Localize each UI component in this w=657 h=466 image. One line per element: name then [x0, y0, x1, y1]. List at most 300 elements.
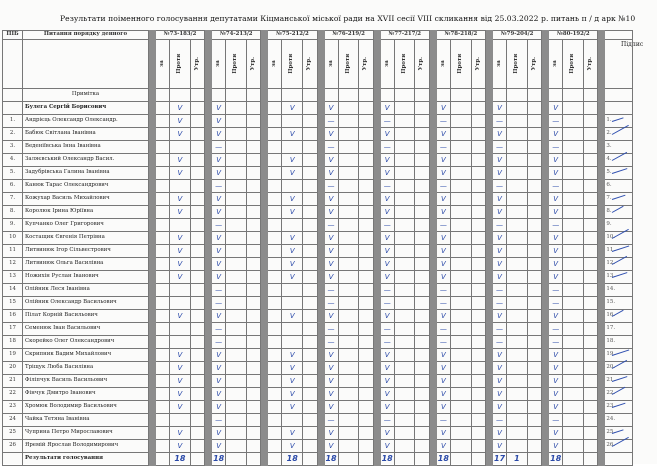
vote-mark — [415, 375, 429, 388]
separator — [598, 427, 605, 440]
separator — [373, 440, 380, 453]
vote-mark: V — [212, 440, 226, 453]
vote-mark — [471, 245, 485, 258]
vote-mark — [394, 349, 415, 362]
vote-mark — [563, 297, 584, 310]
header-blank — [23, 40, 149, 89]
vote-abstain-label — [246, 40, 260, 89]
vote-mark — [507, 375, 528, 388]
signature-cell: 2. — [605, 128, 633, 141]
vote-mark — [584, 284, 598, 297]
separator — [317, 128, 324, 141]
separator — [429, 128, 436, 141]
total-value: 18 — [212, 453, 226, 466]
vote-mark: V — [436, 128, 450, 141]
row-number: 11 — [3, 245, 23, 258]
vote-mark: — — [380, 115, 394, 128]
table-row — [3, 388, 633, 401]
vote-mark — [450, 232, 471, 245]
separator — [261, 310, 268, 323]
vote-mark — [450, 388, 471, 401]
row-number: 17 — [3, 323, 23, 336]
vote-mark — [268, 167, 282, 180]
vote-mark — [359, 258, 373, 271]
separator — [317, 388, 324, 401]
separator — [205, 232, 212, 245]
separator — [429, 349, 436, 362]
separator — [373, 284, 380, 297]
vote-mark: V — [212, 102, 226, 115]
vote-mark — [359, 388, 373, 401]
separator — [429, 297, 436, 310]
vote-mark — [394, 271, 415, 284]
separator — [149, 167, 156, 180]
vote-mark: V — [380, 128, 394, 141]
vote-mark — [268, 102, 282, 115]
vote-mark — [563, 388, 584, 401]
vote-mark — [507, 388, 528, 401]
vote-mark — [584, 440, 598, 453]
separator — [317, 193, 324, 206]
vote-mark — [303, 401, 317, 414]
deputy-name: Задубрівська Галина Іванівна — [23, 167, 149, 180]
vote-mark — [394, 427, 415, 440]
vote-mark — [338, 310, 359, 323]
vote-mark — [170, 180, 191, 193]
vote-mark — [338, 115, 359, 128]
row-number: 23 — [3, 401, 23, 414]
separator — [598, 271, 605, 284]
vote-mark: — — [324, 219, 338, 232]
vote-mark: V — [324, 427, 338, 440]
table-row — [3, 375, 633, 388]
vote-mark — [450, 349, 471, 362]
vote-mark: V — [170, 154, 191, 167]
separator — [373, 167, 380, 180]
separator — [598, 414, 605, 427]
vote-mark — [338, 349, 359, 362]
vote-mark — [359, 115, 373, 128]
vote-mark — [359, 427, 373, 440]
vote-mark: V — [380, 310, 394, 323]
vote-mark — [156, 271, 170, 284]
separator — [542, 362, 549, 375]
vote-mark — [507, 180, 528, 193]
vote-mark: V — [170, 427, 191, 440]
separator — [598, 40, 605, 89]
separator — [486, 219, 493, 232]
vote-mark — [303, 284, 317, 297]
separator — [317, 440, 324, 453]
vote-mark: V — [549, 310, 563, 323]
vote-mark — [507, 115, 528, 128]
vote-mark: — — [212, 414, 226, 427]
vote-mark: — — [493, 284, 507, 297]
vote-mark — [584, 297, 598, 310]
vote-mark — [359, 271, 373, 284]
vote-mark — [359, 232, 373, 245]
vote-abstain-label — [527, 40, 541, 89]
vote-mark — [415, 297, 429, 310]
vote-mark: V — [212, 375, 226, 388]
vote-mark: — — [549, 414, 563, 427]
vote-mark — [156, 362, 170, 375]
vote-mark — [338, 154, 359, 167]
vote-for-label-text: за — [158, 60, 165, 68]
table-row — [3, 167, 633, 180]
vote-mark: — — [212, 284, 226, 297]
vote-mark — [156, 336, 170, 349]
vote-mark: V — [170, 193, 191, 206]
vote-mark: V — [436, 440, 450, 453]
separator — [598, 167, 605, 180]
separator — [542, 167, 549, 180]
signature-cell: 14. — [605, 284, 633, 297]
vote-mark — [190, 401, 204, 414]
vote-mark: V — [212, 310, 226, 323]
separator — [261, 336, 268, 349]
row-number: 21 — [3, 375, 23, 388]
vote-mark — [450, 245, 471, 258]
vote-mark — [190, 349, 204, 362]
vote-mark — [584, 245, 598, 258]
vote-mark — [359, 284, 373, 297]
vote-mark — [246, 193, 260, 206]
vote-mark — [190, 141, 204, 154]
deputy-name: Веденіївська Інна Іванівна — [23, 141, 149, 154]
vote-mark — [156, 141, 170, 154]
separator — [149, 40, 156, 89]
vote-mark: V — [380, 349, 394, 362]
separator — [486, 40, 493, 89]
totals-label: Результати голосування — [23, 453, 149, 466]
vote-mark — [450, 180, 471, 193]
vote-mark — [190, 297, 204, 310]
vote-mark: V — [282, 245, 303, 258]
separator — [149, 310, 156, 323]
separator — [261, 40, 268, 89]
vote-mark — [415, 388, 429, 401]
separator — [429, 375, 436, 388]
separator — [373, 401, 380, 414]
separator — [373, 102, 380, 115]
separator — [542, 336, 549, 349]
vote-mark: V — [170, 258, 191, 271]
vote-mark — [226, 401, 247, 414]
separator — [542, 323, 549, 336]
vote-mark — [156, 349, 170, 362]
vote-mark — [190, 271, 204, 284]
separator — [598, 180, 605, 193]
vote-mark — [563, 167, 584, 180]
separator — [429, 258, 436, 271]
vote-abstain-label-text: Утр. — [249, 57, 256, 71]
vote-mark — [471, 128, 485, 141]
table-row — [3, 323, 633, 336]
table-row — [3, 206, 633, 219]
vote-mark — [471, 154, 485, 167]
vote-mark — [338, 206, 359, 219]
row-number: 8. — [3, 206, 23, 219]
vote-mark: V — [212, 115, 226, 128]
vote-mark: V — [170, 232, 191, 245]
separator — [542, 102, 549, 115]
separator — [261, 193, 268, 206]
table-row — [3, 180, 633, 193]
vote-mark — [584, 414, 598, 427]
vote-mark — [282, 141, 303, 154]
vote-mark — [246, 141, 260, 154]
separator — [373, 245, 380, 258]
vote-mark: V — [282, 388, 303, 401]
vote-for-label-text: за — [495, 60, 502, 68]
vote-mark — [507, 440, 528, 453]
vote-mark — [156, 310, 170, 323]
vote-mark: V — [436, 362, 450, 375]
separator — [317, 427, 324, 440]
vote-mark: V — [493, 232, 507, 245]
vote-mark: — — [549, 297, 563, 310]
vote-mark: V — [324, 245, 338, 258]
vote-mark — [507, 154, 528, 167]
separator — [373, 271, 380, 284]
vote-mark: V — [324, 388, 338, 401]
remark-cell — [415, 89, 429, 102]
vote-mark — [226, 427, 247, 440]
separator — [598, 128, 605, 141]
deputy-name: Литвинюк Ігор Сільвестрович — [23, 245, 149, 258]
vote-mark — [584, 232, 598, 245]
vote-mark — [303, 323, 317, 336]
vote-mark: V — [212, 128, 226, 141]
vote-mark — [190, 245, 204, 258]
table-row — [3, 310, 633, 323]
remark-cell — [436, 89, 450, 102]
vote-mark: V — [324, 349, 338, 362]
separator — [317, 271, 324, 284]
separator — [149, 102, 156, 115]
vote-against-label — [507, 40, 528, 89]
vote-mark — [450, 167, 471, 180]
vote-mark — [246, 245, 260, 258]
vote-mark — [584, 102, 598, 115]
separator — [261, 31, 268, 40]
vote-mark — [563, 141, 584, 154]
vote-mark — [226, 336, 247, 349]
separator — [317, 89, 324, 102]
vote-mark: V — [170, 310, 191, 323]
separator — [429, 193, 436, 206]
vote-mark — [359, 310, 373, 323]
vote-mark — [527, 232, 541, 245]
vote-mark: V — [493, 310, 507, 323]
separator — [205, 167, 212, 180]
vote-mark: — — [436, 297, 450, 310]
vote-mark: — — [436, 180, 450, 193]
vote-mark — [394, 323, 415, 336]
vote-mark: V — [436, 102, 450, 115]
vote-mark — [268, 284, 282, 297]
vote-mark — [471, 375, 485, 388]
vote-mark — [471, 167, 485, 180]
vote-mark — [471, 401, 485, 414]
separator — [205, 401, 212, 414]
remark-sig — [605, 89, 633, 102]
vote-mark — [394, 232, 415, 245]
vote-mark — [415, 284, 429, 297]
separator — [598, 115, 605, 128]
deputy-name: Семенюк Іван Васильович — [23, 323, 149, 336]
separator — [205, 219, 212, 232]
separator — [205, 40, 212, 89]
vote-mark: V — [549, 362, 563, 375]
question-number: №79-204/2 — [493, 31, 542, 40]
separator — [149, 440, 156, 453]
deputy-name: Литвинюк Ольга Василівна — [23, 258, 149, 271]
separator — [542, 258, 549, 271]
table-row — [3, 232, 633, 245]
vote-mark — [471, 336, 485, 349]
separator — [542, 206, 549, 219]
vote-mark — [226, 414, 247, 427]
vote-mark — [450, 141, 471, 154]
separator — [261, 258, 268, 271]
vote-mark — [268, 349, 282, 362]
vote-mark — [156, 284, 170, 297]
vote-mark: — — [212, 180, 226, 193]
vote-mark — [338, 245, 359, 258]
row-number: 16 — [3, 310, 23, 323]
separator — [261, 323, 268, 336]
vote-mark: V — [170, 388, 191, 401]
separator — [317, 245, 324, 258]
signature-cell: 11. — [605, 245, 633, 258]
vote-mark — [584, 336, 598, 349]
separator — [373, 427, 380, 440]
vote-mark — [338, 102, 359, 115]
vote-mark — [282, 219, 303, 232]
separator — [542, 128, 549, 141]
separator — [317, 180, 324, 193]
vote-for-label-text: за — [439, 60, 446, 68]
remark-cell — [394, 89, 415, 102]
vote-mark — [170, 414, 191, 427]
vote-mark — [156, 115, 170, 128]
vote-mark — [415, 232, 429, 245]
vote-mark — [190, 375, 204, 388]
vote-mark — [359, 180, 373, 193]
vote-mark: — — [212, 219, 226, 232]
vote-mark — [450, 128, 471, 141]
signature-cell: 7. — [605, 193, 633, 206]
separator — [373, 323, 380, 336]
vote-mark — [563, 414, 584, 427]
vote-mark: V — [549, 271, 563, 284]
vote-mark — [268, 362, 282, 375]
vote-mark: V — [170, 375, 191, 388]
separator — [317, 40, 324, 89]
vote-mark — [170, 323, 191, 336]
vote-mark — [450, 206, 471, 219]
vote-mark: V — [436, 232, 450, 245]
separator — [149, 427, 156, 440]
vote-mark: — — [493, 336, 507, 349]
vote-mark — [246, 401, 260, 414]
separator — [261, 245, 268, 258]
vote-mark — [226, 232, 247, 245]
vote-mark — [246, 323, 260, 336]
separator — [429, 271, 436, 284]
vote-mark — [156, 245, 170, 258]
row-number: 22 — [3, 388, 23, 401]
vote-mark — [450, 258, 471, 271]
vote-mark: — — [324, 141, 338, 154]
vote-mark — [507, 245, 528, 258]
vote-mark: V — [324, 167, 338, 180]
separator — [429, 31, 436, 40]
vote-mark — [303, 258, 317, 271]
vote-mark — [190, 310, 204, 323]
vote-mark: — — [380, 297, 394, 310]
table-row — [3, 245, 633, 258]
separator — [542, 414, 549, 427]
vote-mark — [246, 349, 260, 362]
separator — [429, 336, 436, 349]
vote-against-label-text: Проти — [344, 54, 351, 74]
vote-abstain-label-text: Утр. — [193, 57, 200, 71]
separator — [486, 362, 493, 375]
vote-mark — [303, 193, 317, 206]
vote-mark — [268, 115, 282, 128]
vote-mark — [226, 362, 247, 375]
vote-mark — [246, 154, 260, 167]
vote-mark — [282, 323, 303, 336]
vote-mark — [170, 284, 191, 297]
vote-mark — [507, 323, 528, 336]
vote-mark — [338, 440, 359, 453]
vote-against-label-text: Проти — [176, 54, 183, 74]
vote-mark — [450, 440, 471, 453]
remark-label: Примітка — [23, 89, 149, 102]
vote-mark — [303, 180, 317, 193]
separator — [373, 89, 380, 102]
table-row — [3, 219, 633, 232]
vote-mark — [156, 297, 170, 310]
vote-mark: — — [324, 115, 338, 128]
vote-mark — [471, 414, 485, 427]
remark-cell — [170, 89, 191, 102]
vote-mark — [303, 414, 317, 427]
deputy-name: Бабюк Світлана Іванівна — [23, 128, 149, 141]
vote-mark — [246, 219, 260, 232]
vote-mark — [450, 336, 471, 349]
separator — [205, 180, 212, 193]
separator — [542, 297, 549, 310]
deputy-name: Яремій Ярослав Володимирович — [23, 440, 149, 453]
separator — [261, 206, 268, 219]
separator — [598, 284, 605, 297]
vote-mark: — — [212, 323, 226, 336]
table-row — [3, 258, 633, 271]
separator — [205, 310, 212, 323]
vote-mark: V — [212, 193, 226, 206]
separator — [598, 141, 605, 154]
total-value: 18 — [282, 453, 303, 466]
separator — [598, 401, 605, 414]
vote-mark — [415, 336, 429, 349]
table-row — [3, 297, 633, 310]
table-row — [3, 414, 633, 427]
